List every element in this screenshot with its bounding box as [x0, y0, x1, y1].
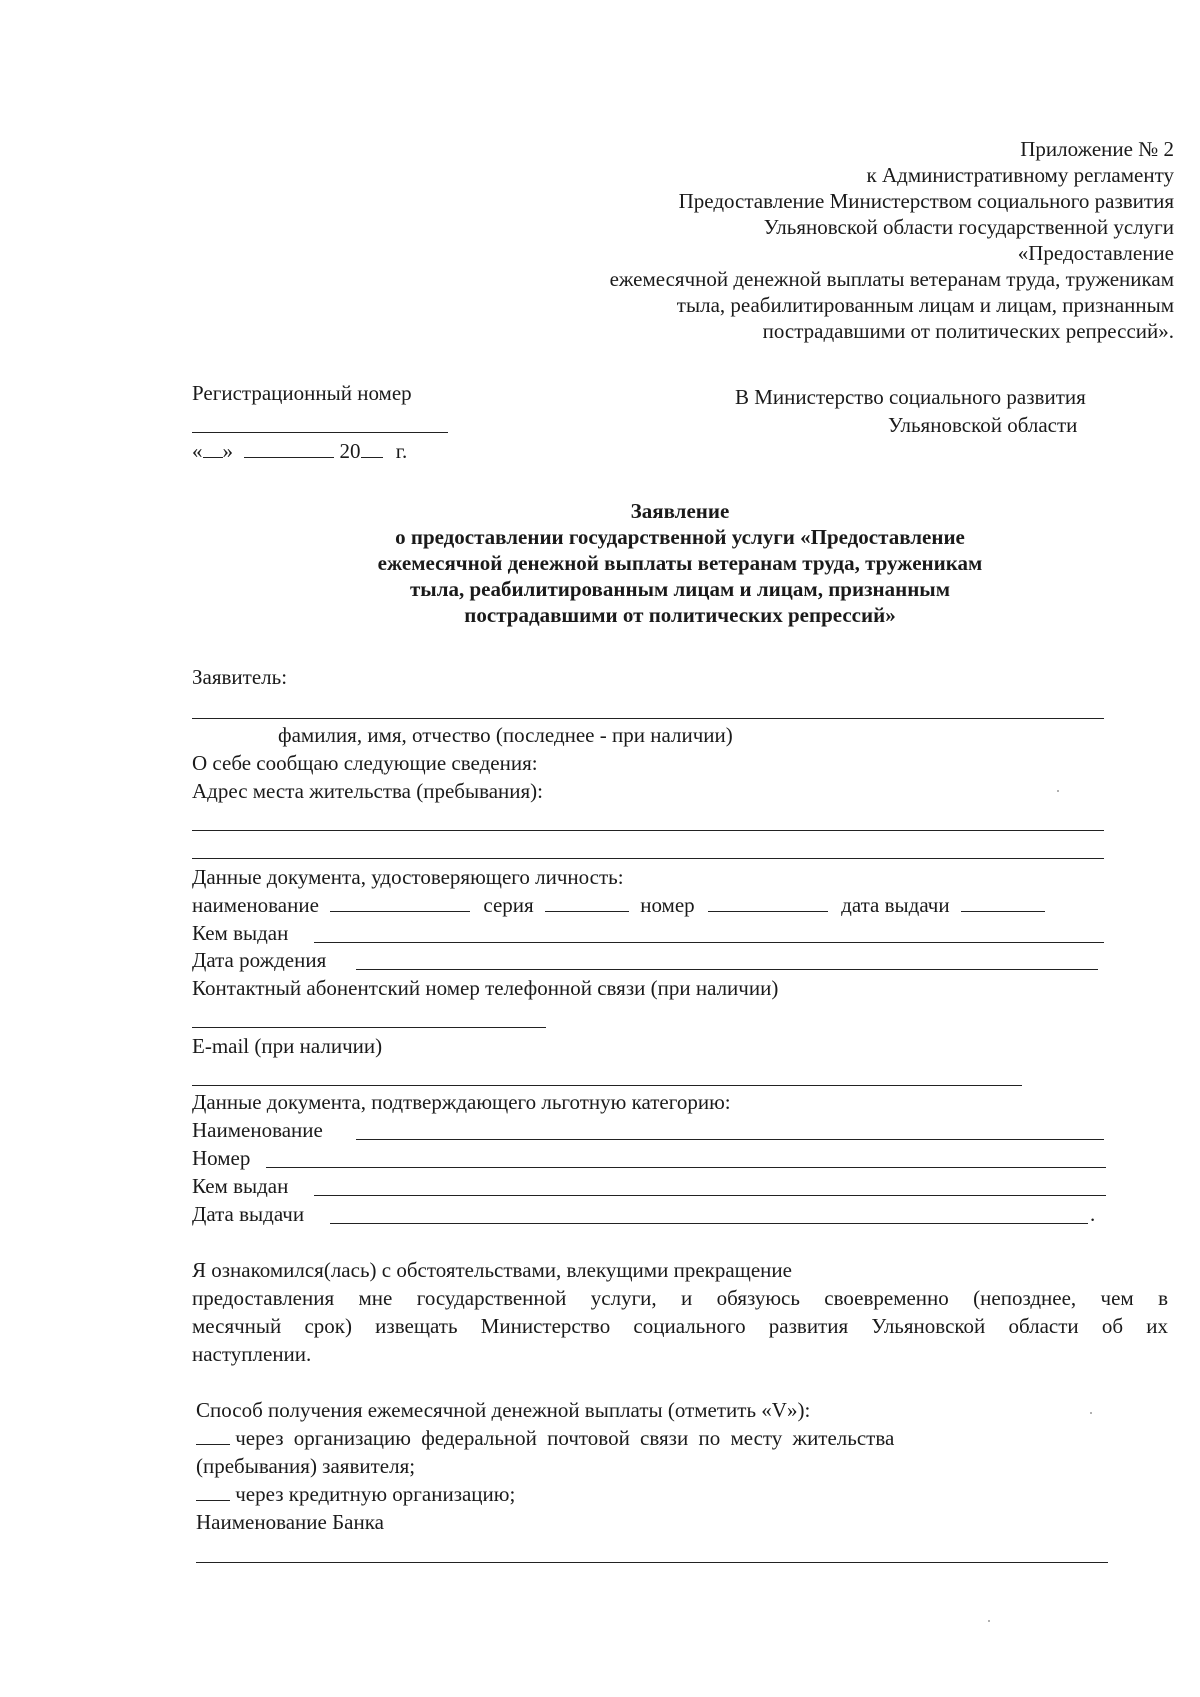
option-1-checkbox[interactable] — [196, 1426, 230, 1445]
fio-caption: фамилия, имя, отчество (последнее - при наличии) — [278, 723, 733, 747]
payment-header: Способ получения ежемесячной денежной выплаты (отметить «V»): — [196, 1398, 811, 1422]
identity-issued-by-field[interactable] — [314, 942, 1104, 943]
appendix-line-8: пострадавшими от политических репрессий». — [762, 319, 1174, 343]
year-prefix: 20 — [339, 439, 361, 463]
month-blank[interactable] — [244, 439, 334, 458]
scan-speck — [1057, 790, 1059, 792]
title-line-2: о предоставлении государственной услуги «Предоставление — [395, 525, 965, 549]
option-1-text-continued: (пребывания) заявителя; — [196, 1454, 416, 1478]
bank-name-field[interactable] — [196, 1562, 1108, 1563]
title-line-3: ежемесячной денежной выплаты ветеранам труда, труженикам — [377, 551, 983, 575]
benefit-doc-header: Данные документа, подтверждающего льготную категорию: — [192, 1090, 731, 1114]
addressee-line-2: Ульяновской области — [888, 413, 1078, 437]
identity-number-label: номер — [640, 893, 695, 917]
appendix-line-7: тыла, реабилитированным лицам и лицам, признанным — [676, 293, 1174, 317]
appendix-line-3: Предоставление Министерством социального развития — [678, 189, 1174, 213]
benefit-name-label: Наименование — [192, 1118, 323, 1142]
bank-label: Наименование Банка — [196, 1510, 384, 1534]
title-line-1: Заявление — [630, 499, 730, 523]
day-blank[interactable] — [203, 439, 223, 458]
about-text: О себе сообщаю следующие сведения: — [192, 751, 538, 775]
address-line-2[interactable] — [192, 858, 1104, 859]
year-blank[interactable] — [361, 439, 383, 458]
phone-label: Контактный абонентский номер телефонной связи (при наличии) — [192, 976, 779, 1000]
option-2-text: через кредитную организацию; — [235, 1482, 516, 1506]
fio-line[interactable] — [192, 718, 1104, 719]
birth-date-label: Дата рождения — [192, 948, 327, 972]
email-label: E-mail (при наличии) — [192, 1034, 383, 1058]
appendix-line-6: ежемесячной денежной выплаты ветеранам труда, труженикам — [609, 267, 1174, 291]
address-line-1[interactable] — [192, 830, 1104, 831]
identity-name-field[interactable] — [330, 893, 470, 912]
appendix-line-5: «Предоставление — [1017, 241, 1174, 265]
registration-label: Регистрационный номер — [192, 381, 412, 405]
benefit-end-period: . — [1090, 1202, 1096, 1226]
applicant-label: Заявитель: — [192, 665, 288, 689]
email-field[interactable] — [192, 1085, 1022, 1086]
benefit-number-label: Номер — [192, 1146, 251, 1170]
date-close-quote: » — [222, 439, 233, 463]
identity-number-field[interactable] — [708, 893, 828, 912]
ack-line-4: наступлении. — [192, 1342, 312, 1366]
benefit-issued-by-field[interactable] — [314, 1195, 1106, 1196]
benefit-issued-by-label: Кем выдан — [192, 1174, 289, 1198]
registration-date — [192, 438, 407, 464]
benefit-name-field[interactable] — [356, 1139, 1104, 1140]
payment-option-1 — [196, 1425, 894, 1451]
address-label: Адрес места жительства (пребывания): — [192, 779, 544, 803]
year-suffix: г. — [395, 439, 408, 463]
ack-line-1: Я ознакомился(лась) с обстоятельствами, влекущими прекращение — [192, 1258, 792, 1282]
registration-number-line[interactable] — [192, 432, 448, 433]
identity-issue-date-label: дата выдачи — [841, 893, 950, 917]
option-1-text: через организацию федеральной почтовой связи по месту жительства — [235, 1426, 895, 1450]
payment-option-2 — [196, 1481, 515, 1507]
identity-issued-by-label: Кем выдан — [192, 921, 289, 945]
ack-line-2: предоставления мне государственной услуги, и обязуюсь своевременно (непозднее, чем в — [192, 1286, 1168, 1310]
appendix-line-4: Ульяновской области государственной услуги — [763, 215, 1174, 239]
ack-line-3: месячный срок) извещать Министерство социального развития Ульяновской области об их — [192, 1314, 1168, 1338]
identity-series-label: серия — [483, 893, 534, 917]
benefit-issue-date-label: Дата выдачи — [192, 1202, 305, 1226]
benefit-issue-date-field[interactable] — [330, 1223, 1088, 1224]
identity-name-label: наименование — [192, 893, 319, 917]
scan-speck — [1090, 1412, 1092, 1414]
identity-series-field[interactable] — [545, 893, 629, 912]
phone-field[interactable] — [192, 1027, 546, 1028]
birth-date-field[interactable] — [356, 969, 1098, 970]
title-line-4: тыла, реабилитированным лицам и лицам, признанным — [409, 577, 951, 601]
identity-issue-date-field[interactable] — [961, 893, 1045, 912]
identity-header: Данные документа, удостоверяющего личность: — [192, 865, 624, 889]
date-open-quote: « — [192, 439, 203, 463]
appendix-line-1: Приложение № 2 — [1020, 137, 1174, 161]
addressee-line-1: В Министерство социального развития — [735, 385, 1086, 409]
benefit-number-field[interactable] — [266, 1167, 1106, 1168]
scan-speck — [988, 1620, 990, 1622]
option-2-checkbox[interactable] — [196, 1482, 230, 1501]
identity-row — [192, 892, 1045, 918]
appendix-line-2: к Административному регламенту — [866, 163, 1174, 187]
title-line-5: пострадавшими от политических репрессий» — [464, 603, 896, 627]
